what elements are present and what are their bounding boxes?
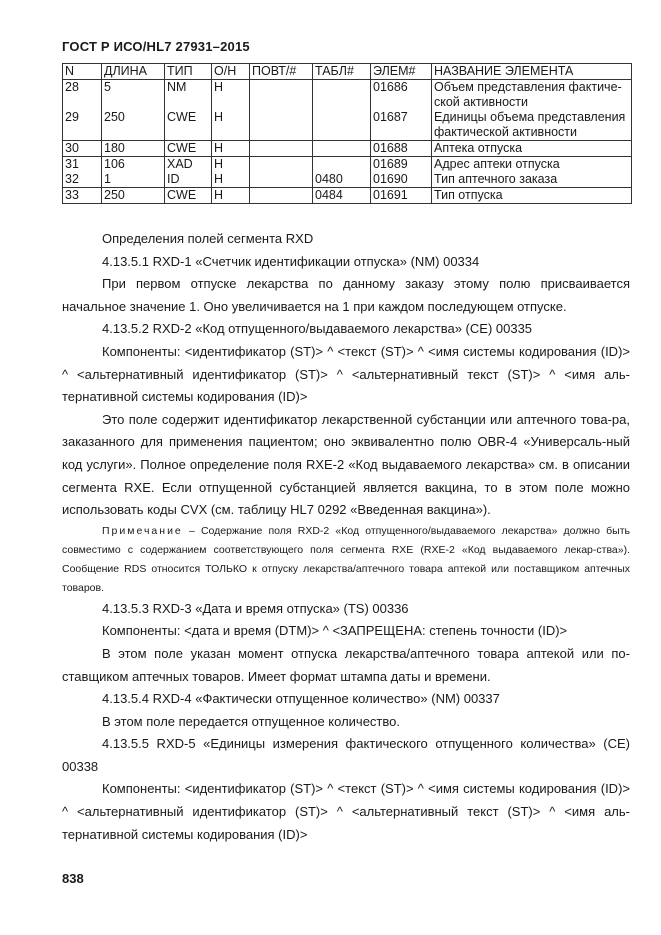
cell-rep (250, 80, 313, 111)
cell-type: NM (165, 80, 212, 111)
cell-name: Единицы объема представления фактической активности (432, 110, 632, 141)
cell-name: Объем представления фактиче-ской активности (432, 80, 632, 111)
note-label: Примечание (102, 524, 183, 537)
cell-n: 28 (63, 80, 102, 111)
cell-type: ID (165, 172, 212, 188)
paragraph: В этом поле указан момент отпуска лекарства/аптечного товара аптекой или по-ставщиком аптечных товаров. Имеет формат штампа даты и времени. (62, 645, 630, 684)
cell-on: Н (212, 188, 250, 204)
cell-rep (250, 172, 313, 188)
table-row (63, 172, 632, 188)
paragraph: Компоненты: <дата и время (DTM)> ^ <ЗАПРЕЩЕНА: степень точности (ID)> (102, 623, 568, 639)
cell-tbl: 0480 (313, 172, 371, 188)
cell-name: Тип аптечного заказа (432, 172, 632, 188)
cell-n: 32 (63, 172, 102, 188)
table-row (63, 80, 632, 111)
cell-name: Тип отпуска (432, 188, 632, 204)
cell-on: Н (212, 110, 250, 141)
cell-elem: 01690 (371, 172, 432, 188)
column-header: N (63, 64, 102, 80)
note (62, 522, 630, 598)
cell-rep (250, 141, 313, 157)
field-heading: 4.13.5.1 RXD-1 «Счетчик идентификации отпуска» (NM) 00334 (102, 253, 480, 269)
cell-rep (250, 110, 313, 141)
cell-n: 30 (63, 141, 102, 157)
table-row (63, 157, 632, 173)
field-heading: 4.13.5.2 RXD-2 «Код отпущенного/выдаваемого лекарства» (CE) 00335 (102, 321, 533, 337)
cell-tbl (313, 141, 371, 157)
cell-length: 5 (102, 80, 165, 111)
cell-rep (250, 157, 313, 173)
column-header: ТИП (165, 64, 212, 80)
cell-length: 180 (102, 141, 165, 157)
cell-name: Адрес аптеки отпуска (432, 157, 632, 173)
cell-n: 33 (63, 188, 102, 204)
paragraph: Компоненты: <идентификатор (ST)> ^ <текст (ST)> ^ <имя системы кодирования (ID)> ^ <альтернативный идентификатор (ST)> ^ <альтернативный текст (ST)> ^ <имя аль-тернативной системы кодирования (ID)> (62, 781, 630, 842)
field-heading: 4.13.5.3 RXD-3 «Дата и время отпуска» (TS) 00336 (102, 600, 409, 616)
cell-tbl: 0484 (313, 188, 371, 204)
table-row (63, 141, 632, 157)
cell-tbl (313, 110, 371, 141)
cell-elem: 01691 (371, 188, 432, 204)
paragraph: Это поле содержит идентификатор лекарственной субстанции или аптечного това-ра, заказанного для применения пациентом; оно эквивалентно полю OBR-4 «Универсаль-ный код услуги». Полное определение поля RXE-2 «Код выдаваемого лекарства» см. в описании сегмента RXE. Если отпущенной субстанцией является вакцина, то в этом поле можно использовать коды CVX (см. таблицу HL7 0292 «Введенная вакцина»). (62, 411, 630, 518)
cell-on: Н (212, 80, 250, 111)
paragraph: Компоненты: <идентификатор (ST)> ^ <текст (ST)> ^ <имя системы кодирования (ID)> ^ <альтернативный идентификатор (ST)> ^ <альтернативный текст (ST)> ^ <имя аль-тернативной системы кодирования (ID)> (62, 343, 630, 405)
field-heading: 4.13.5.4 RXD-4 «Фактически отпущенное количество» (NM) 00337 (102, 691, 500, 707)
cell-n: 31 (63, 157, 102, 173)
cell-on: Н (212, 141, 250, 157)
cell-length: 250 (102, 188, 165, 204)
page-number: 838 (62, 871, 84, 886)
cell-length: 106 (102, 157, 165, 173)
column-header: О/Н (212, 64, 250, 80)
column-header: ПОВТ/# (250, 64, 313, 80)
cell-n: 29 (63, 110, 102, 141)
paragraph: При первом отпуске лекарства по данному заказу этому полю присваивается начальное значение 1. Оно увеличивается на 1 при каждом последующем отпуске. (62, 276, 630, 314)
document-body (62, 228, 630, 846)
cell-elem: 01689 (371, 157, 432, 173)
cell-type: CWE (165, 141, 212, 157)
cell-type: XAD (165, 157, 212, 173)
column-header: ДЛИНА (102, 64, 165, 80)
cell-on: Н (212, 172, 250, 188)
field-heading: 4.13.5.5 RXD-5 «Единицы измерения фактического отпущенного количества» (CE) 00338 (62, 736, 630, 774)
cell-type: CWE (165, 110, 212, 141)
cell-elem: 01686 (371, 80, 432, 111)
cell-tbl (313, 157, 371, 173)
section-heading: Определения полей сегмента RXD (102, 231, 314, 246)
cell-rep (250, 188, 313, 204)
cell-on: Н (212, 157, 250, 173)
cell-type: CWE (165, 188, 212, 204)
column-header: ЭЛЕМ# (371, 64, 432, 80)
table-row (63, 188, 632, 204)
cell-name: Аптека отпуска (432, 141, 632, 157)
cell-elem: 01687 (371, 110, 432, 141)
paragraph: В этом поле передается отпущенное количество. (102, 713, 400, 729)
cell-length: 1 (102, 172, 165, 188)
document-header: ГОСТ Р ИСО/HL7 27931–2015 (62, 39, 250, 54)
cell-length: 250 (102, 110, 165, 141)
column-header: ТАБЛ# (313, 64, 371, 80)
segment-field-table (62, 63, 632, 204)
table-header-row (63, 64, 632, 80)
column-header: НАЗВАНИЕ ЭЛЕМЕНТА (432, 64, 632, 80)
table-row (63, 110, 632, 141)
cell-tbl (313, 80, 371, 111)
cell-elem: 01688 (371, 141, 432, 157)
note-text: – Содержание поля RXD-2 «Код отпущенного/выдаваемого лекарства» должно быть совместимо с содержанием соответствующего поля сегмента RXE (RXE-2 «Код выдаваемого лекар-ства»). Сообщение RDS относится ТОЛЬКО к отпуску лекарства/аптечного товара аптекой или поставщиком аптечных товаров. (62, 524, 630, 594)
